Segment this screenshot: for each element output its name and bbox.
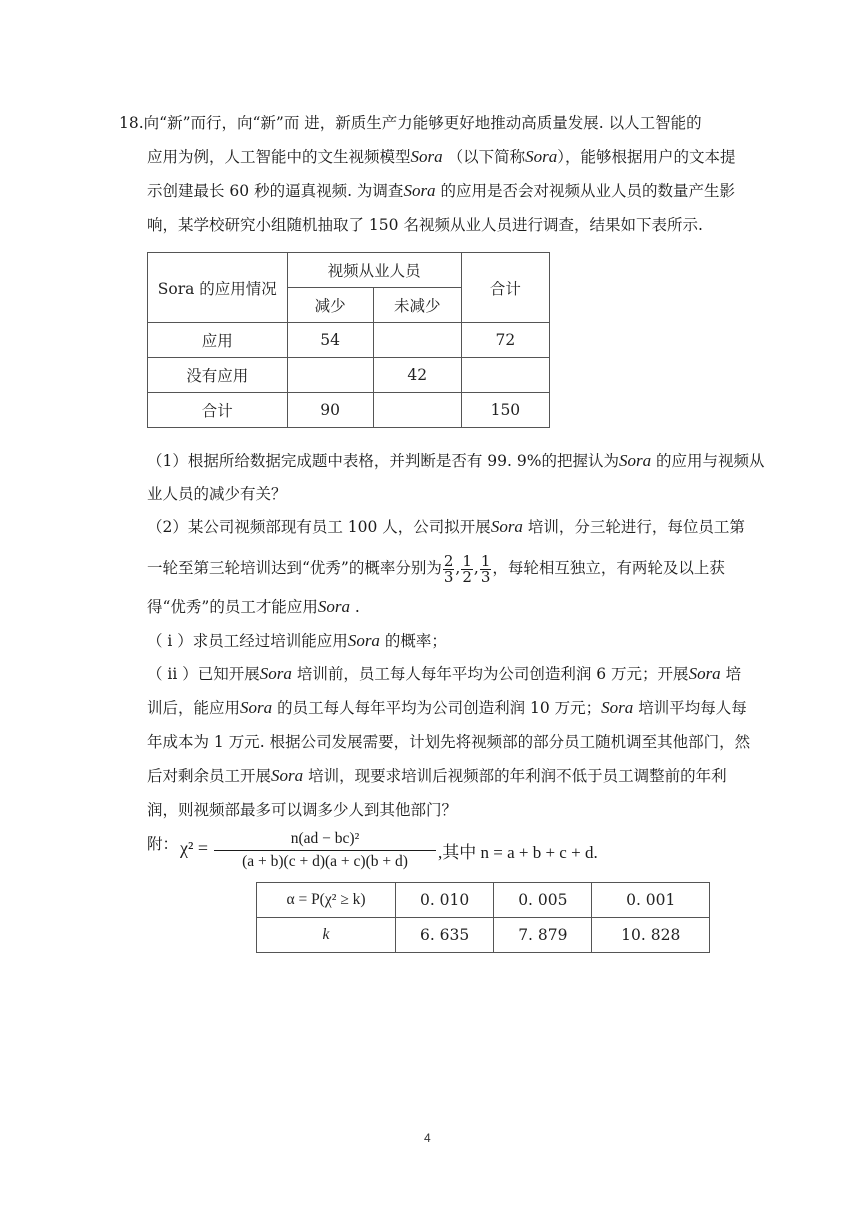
cell-not-decreased bbox=[373, 323, 461, 358]
header-video-staff: 视频从业人员 bbox=[287, 253, 461, 288]
header-not-decreased: 未减少 bbox=[373, 288, 461, 323]
alpha-value: 0. 010 bbox=[396, 883, 494, 918]
formula-numerator: n(ad − bc)² bbox=[214, 828, 436, 851]
contingency-table bbox=[147, 252, 550, 428]
formula-tail: ,其中 n = a + b + c + d. bbox=[438, 843, 598, 862]
fraction: $\frac{2}{3}$ bbox=[443, 551, 454, 586]
q2-line-1: （2）某公司视频部现有员工 100 人，公司拟开展Sora 培训，分三轮进行，每位员工第 bbox=[147, 517, 745, 536]
page-number: 4 bbox=[424, 1131, 431, 1145]
table-row bbox=[257, 883, 710, 918]
qii-line-3: 年成本为 1 万元. 根据公司发展需要，计划先将视频部的部分员工随机调至其他部门，然 bbox=[147, 733, 751, 751]
qii-line-2: 训后，能应用Sora 的员工每人每年平均为公司创造利润 10 万元；Sora 培训平均每人每 bbox=[147, 698, 747, 717]
q2-line-2: 一轮至第三轮培训达到“优秀”的概率分别为 $\frac{2}{3}$ , $\frac{1}{2}$ , $\frac{1}{3}$ ，每轮相互独立，有两轮及以上获 bbox=[147, 551, 725, 586]
alpha-value: 0. 005 bbox=[494, 883, 592, 918]
row-label: 合计 bbox=[148, 393, 288, 428]
critical-value-table bbox=[256, 882, 710, 953]
table-row bbox=[148, 393, 550, 428]
qii-line-1: （ ii ）已知开展Sora 培训前，员工每人每年平均为公司创造利润 6 万元；开展Sora 培 bbox=[147, 664, 742, 683]
fraction: $\frac{1}{3}$ bbox=[480, 551, 491, 586]
appendix-label: 附： bbox=[147, 835, 179, 853]
q1-line-1: （1）根据所给数据完成题中表格，并判断是否有 99. 9%的把握认为Sora 的应用与视频从 bbox=[147, 451, 765, 470]
formula-fraction bbox=[214, 828, 436, 873]
cell-total bbox=[461, 358, 549, 393]
qii-line-5: 润，则视频部最多可以调多少人到其他部门？ bbox=[147, 801, 458, 819]
qi-line: （ i ）求员工经过培训能应用Sora 的概率； bbox=[147, 631, 447, 650]
cell-total: 72 bbox=[461, 323, 549, 358]
qii-line-4: 后对剩余员工开展Sora 培训，现要求培训后视频部的年利润不低于员工调整前的年利 bbox=[147, 766, 727, 785]
row-label: 没有应用 bbox=[148, 358, 288, 393]
header-total: 合计 bbox=[461, 253, 549, 323]
q1-line-2: 业人员的减少有关？ bbox=[147, 485, 287, 503]
cell-decreased: 90 bbox=[287, 393, 373, 428]
problem-line-4: 响，某学校研究小组随机抽取了 150 名视频从业人员进行调查，结果如下表所示. bbox=[147, 216, 703, 234]
header-sora-usage: Sora 的应用情况 bbox=[148, 253, 288, 323]
table-row bbox=[257, 918, 710, 953]
fraction: $\frac{1}{2}$ bbox=[462, 551, 472, 586]
cell-decreased bbox=[287, 358, 373, 393]
formula-denominator: (a + b)(c + d)(a + c)(b + d) bbox=[242, 853, 408, 870]
cell-total: 150 bbox=[461, 393, 549, 428]
k-value: 6. 635 bbox=[396, 918, 494, 953]
alpha-header: α = P(χ² ≥ k) bbox=[257, 883, 396, 918]
alpha-value: 0. 001 bbox=[592, 883, 710, 918]
problem-line-1: 18.向“新”而行，向“新”而 进，新质生产力能够更好地推动高质量发展. 以人工智能的 bbox=[119, 114, 702, 132]
formula-lhs: χ² = bbox=[180, 838, 209, 858]
header-decreased: 减少 bbox=[287, 288, 373, 323]
problem-line-3: 示创建最长 60 秒的逼真视频. 为调查Sora 的应用是否会对视频从业人员的数量产生影 bbox=[147, 181, 736, 200]
table-row bbox=[148, 323, 550, 358]
table-row bbox=[148, 358, 550, 393]
k-header: k bbox=[257, 918, 396, 953]
k-value: 7. 879 bbox=[494, 918, 592, 953]
cell-decreased: 54 bbox=[287, 323, 373, 358]
cell-not-decreased: 42 bbox=[373, 358, 461, 393]
k-value: 10. 828 bbox=[592, 918, 710, 953]
row-label: 应用 bbox=[148, 323, 288, 358]
q2-line-3: 得“优秀”的员工才能应用Sora . bbox=[147, 597, 360, 616]
problem-line-2: 应用为例，人工智能中的文生视频模型Sora （以下简称Sora），能够根据用户的文本提 bbox=[147, 147, 736, 166]
cell-not-decreased bbox=[373, 393, 461, 428]
